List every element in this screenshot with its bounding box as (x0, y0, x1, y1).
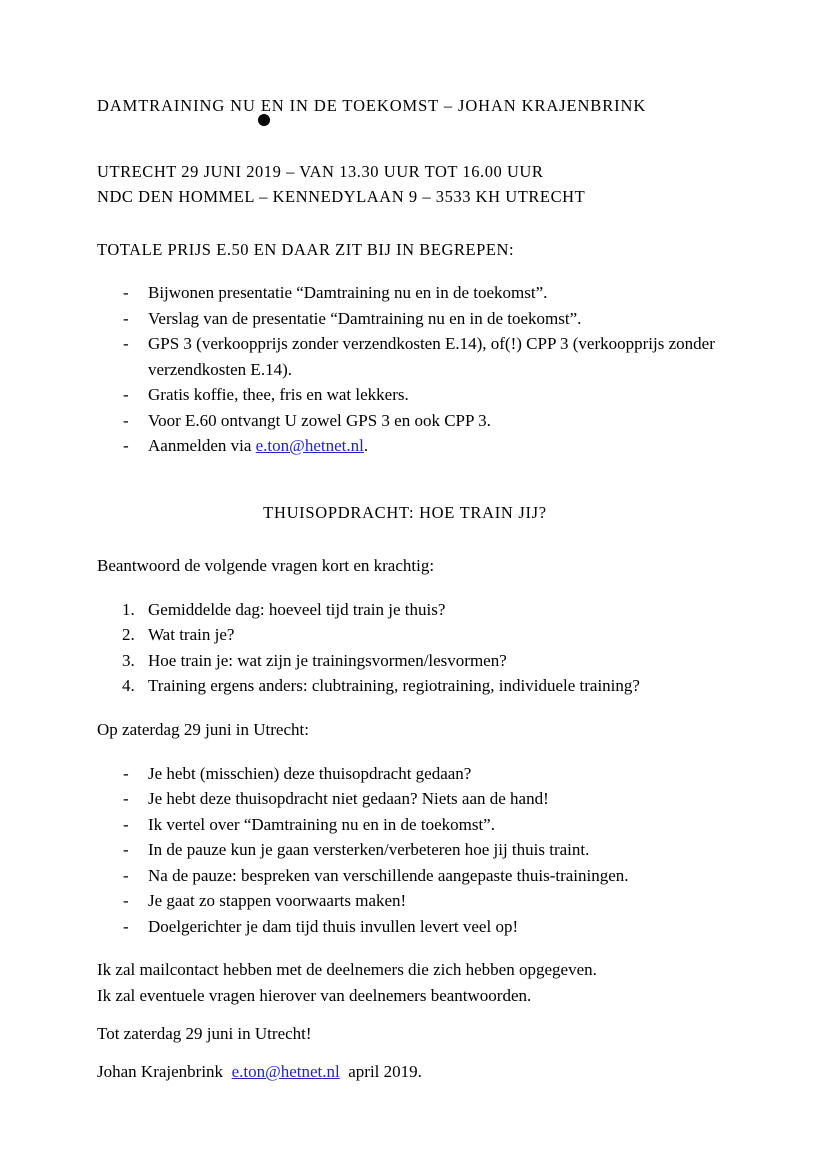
dash-marker: - (123, 334, 129, 353)
list-item (97, 786, 745, 812)
closing-line-2: Ik zal eventuele vragen hierover van deelnemers beantwoorden. (97, 986, 532, 1005)
list-item (97, 280, 745, 306)
list-item (97, 888, 745, 914)
homework-heading: THUISOPDRACHT: HOE TRAIN JIJ? (263, 502, 547, 522)
list-item (97, 812, 745, 838)
signup-suffix-label: . (363, 436, 369, 455)
email-link[interactable]: e.ton@hetnet.nl (255, 436, 364, 455)
number-marker: 1. (122, 599, 135, 619)
list-item (97, 597, 745, 623)
list-item-label: Bijwonen presentatie “Damtraining nu en in de toekomst”. (148, 283, 548, 302)
page-title: DAMTRAINING NU EN IN DE TOEKOMST – JOHAN KRAJENBRINK (97, 96, 647, 115)
list-item-label: Doelgerichter je dam tijd thuis invullen levert veel op! (148, 916, 519, 936)
list-item-label: Verslag van de presentatie “Damtraining nu en in de toekomst”. (148, 308, 582, 328)
number-marker: 2. (122, 625, 135, 644)
dash-marker: - (123, 891, 129, 910)
signature-line (97, 1059, 745, 1085)
dash-marker: - (123, 865, 129, 885)
list-item (97, 837, 745, 863)
number-marker: 3. (122, 650, 135, 670)
included-items-list (97, 280, 745, 459)
spacer (97, 1047, 745, 1059)
spacer (97, 525, 745, 553)
spacer (97, 939, 745, 957)
dash-marker: - (123, 840, 129, 859)
event-date-line: UTRECHT 29 JUNI 2019 – VAN 13.30 UUR TOT 16.00 UUR (97, 162, 544, 181)
list-item-label: Ik vertel over “Damtraining nu en in de toekomst”. (148, 814, 495, 834)
spacer (97, 579, 745, 597)
dash-marker: - (123, 789, 129, 808)
document-body (97, 95, 745, 1085)
list-item-label: In de pauze kun je gaan versterken/verbeteren hoe jij thuis traint. (148, 840, 590, 859)
list-item (97, 306, 745, 332)
spacer (97, 699, 745, 717)
list-item-label: GPS 3 (verkoopprijs zonder verzendkosten E.14), of(!) CPP 3 (verkoopprijs zonder verzendkosten E.14). (148, 334, 715, 379)
signature-date: april 2019. (348, 1062, 422, 1081)
dash-marker: - (123, 283, 129, 302)
list-item (97, 622, 745, 648)
list-item-label: Na de pauze: bespreken van verschillende aangepaste thuis-trainingen. (148, 865, 629, 885)
dash-marker: - (123, 385, 129, 404)
list-item-label: Voor E.60 ontvangt U zowel GPS 3 en ook CPP 3. (148, 410, 491, 430)
saturday-intro: Op zaterdag 29 juni in Utrecht: (97, 719, 309, 739)
spacer (97, 1009, 745, 1021)
saturday-items-list (97, 761, 745, 940)
list-item (97, 331, 745, 382)
questions-list (97, 597, 745, 699)
spacer (97, 117, 745, 159)
list-item (97, 863, 745, 889)
closing-line-1: Ik zal mailcontact hebben met de deelnemers die zich hebben opgegeven. (97, 960, 597, 979)
closing-line-3: Tot zaterdag 29 juni in Utrecht! (97, 1024, 312, 1043)
spacer (97, 459, 745, 501)
dash-marker: - (123, 308, 129, 328)
list-item-label: Wat train je? (148, 625, 235, 644)
price-heading: TOTALE PRIJS E.50 EN DAAR ZIT BIJ IN BEGREPEN: (97, 240, 515, 259)
list-item-label: Je hebt deze thuisopdracht niet gedaan? Niets aan de hand! (148, 789, 549, 808)
list-item-label: Gratis koffie, thee, fris en wat lekkers. (148, 385, 409, 404)
event-venue-line: NDC DEN HOMMEL – KENNEDYLAAN 9 – 3533 KH UTRECHT (97, 187, 586, 206)
number-marker: 4. (122, 676, 135, 695)
dash-marker: - (123, 916, 129, 936)
dash-marker: - (123, 410, 129, 430)
list-item (97, 761, 745, 787)
list-item-label: Gemiddelde dag: hoeveel tijd train je thuis? (148, 599, 446, 619)
list-item-label: Training ergens anders: clubtraining, regiotraining, individuele training? (148, 676, 640, 695)
list-item-label: Je gaat zo stappen voorwaarts maken! (148, 891, 407, 910)
list-item-label: Hoe train je: wat zijn je trainingsvormen/lesvormen? (148, 650, 507, 670)
list-item (97, 673, 745, 699)
dash-marker: - (123, 814, 129, 834)
list-item (97, 914, 745, 940)
spacer (97, 743, 745, 761)
list-item-label: Je hebt (misschien) deze thuisopdracht gedaan? (148, 763, 472, 783)
spacer (97, 209, 745, 237)
email-link-signature[interactable]: e.ton@hetnet.nl (231, 1062, 340, 1081)
list-item (97, 648, 745, 674)
signup-prefix-label: Aanmelden via (148, 436, 256, 455)
signature-name: Johan Krajenbrink (97, 1062, 224, 1081)
list-item-signup (97, 433, 745, 459)
dash-marker: - (123, 436, 129, 455)
dash-marker: - (123, 763, 129, 783)
homework-intro: Beantwoord de volgende vragen kort en krachtig: (97, 555, 435, 575)
list-item (97, 382, 745, 408)
list-item (97, 408, 745, 434)
spacer (97, 262, 745, 280)
